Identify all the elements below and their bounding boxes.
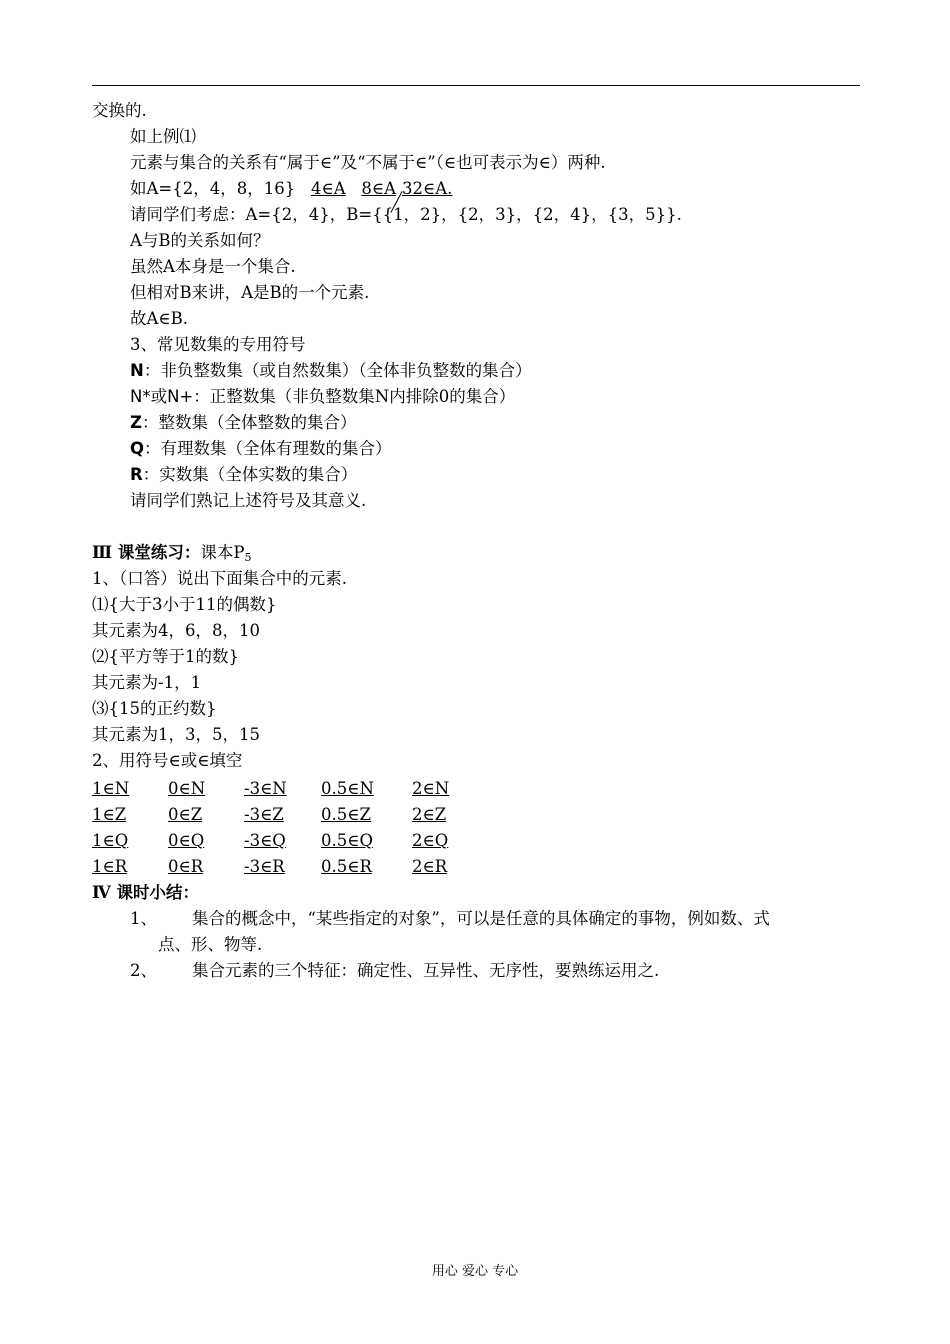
text-line: 虽然A本身是一个集合. xyxy=(130,257,296,276)
number-set-n: N：非负整数集（或自然数集）（全体非负整数的集合） xyxy=(130,361,532,380)
grid-cell: 2∈N xyxy=(412,779,450,798)
grid-cell: -3∈N xyxy=(244,779,287,798)
exercise-1: 1、（口答）说出下面集合中的元素. xyxy=(92,569,347,588)
number-set-r: R：实数集（全体实数的集合） xyxy=(130,465,358,484)
grid-cell: 1∈Z xyxy=(92,805,127,824)
text-line: 元素与集合的关系有“属于∈”及“不属于∈”（∈也可表示为∈）两种. xyxy=(130,153,606,172)
text-line: A与B的关系如何？ xyxy=(130,231,270,250)
exercise-part: ⑵{平方等于1的数} xyxy=(92,647,239,666)
text-line: 请同学们熟记上述符号及其意义. xyxy=(130,491,367,510)
grid-cell: 1∈N xyxy=(92,779,130,798)
membership-8: 8∈A xyxy=(361,179,397,198)
set-definition: 如A={2，4，8，16} xyxy=(130,179,296,198)
exercise-answer: 其元素为4，6，8，10 xyxy=(92,621,260,640)
exercise-part: ⑶{15的正约数} xyxy=(92,699,217,718)
text-line: 如上例⑴ xyxy=(130,127,196,146)
header-rule xyxy=(92,85,860,86)
section-4-heading: Ⅳ 课时小结： xyxy=(92,883,199,902)
grid-cell: 0.5∈R xyxy=(321,857,372,876)
grid-cell: 0∈N xyxy=(168,779,206,798)
grid-cell: -3∈R xyxy=(244,857,285,876)
text-line: 但相对B来讲，A是B的一个元素. xyxy=(130,283,370,302)
grid-cell: 2∈Q xyxy=(412,831,449,850)
number-set-n-star: N*或N+：正整数集（非负整数集N内排除0的集合） xyxy=(130,387,516,406)
grid-cell: -3∈Q xyxy=(244,831,286,850)
exercise-answer: 其元素为-1，1 xyxy=(92,673,202,692)
number-set-q: Q：有理数集（全体有理数的集合） xyxy=(130,439,392,458)
exercise-part: ⑴{大于3小于11的偶数} xyxy=(92,595,277,614)
text-line: 交换的. xyxy=(92,101,147,120)
grid-cell: 0.5∈N xyxy=(321,779,374,798)
number-set-z: Z：整数集（全体整数的集合） xyxy=(130,413,357,432)
text-line: 3、常见数集的专用符号 xyxy=(130,335,306,354)
grid-cell: 2∈Z xyxy=(412,805,447,824)
grid-cell: -3∈Z xyxy=(244,805,284,824)
set-example-line xyxy=(130,178,452,200)
exercise-2: 2、用符号∈或∈填空 xyxy=(92,751,243,770)
grid-cell: 0∈Q xyxy=(168,831,205,850)
section-3-heading: Ⅲ 课堂练习：课本$P_5$ xyxy=(92,543,252,564)
grid-cell: 2∈R xyxy=(412,857,448,876)
summary-item-1-cont: 点、形、物等. xyxy=(158,935,263,954)
text-line: 请同学们考虑：A={2，4}，B={{1，2}，{2，3}，{2，4}，{3，5}}. xyxy=(130,205,682,224)
grid-cell: 1∈R xyxy=(92,857,128,876)
grid-cell: 0∈Z xyxy=(168,805,203,824)
membership-4: 4∈A xyxy=(310,179,346,198)
grid-cell: 0∈R xyxy=(168,857,204,876)
page-footer: 用心 爱心 专心 xyxy=(431,1264,519,1279)
grid-cell: 1∈Q xyxy=(92,831,129,850)
membership-32: 32∈A. xyxy=(402,179,453,198)
text-line: 故A∈B. xyxy=(130,309,188,328)
exercise-answer: 其元素为1，3，5，15 xyxy=(92,725,260,744)
grid-cell: 0.5∈Q xyxy=(321,831,373,850)
grid-cell: 0.5∈Z xyxy=(321,805,371,824)
